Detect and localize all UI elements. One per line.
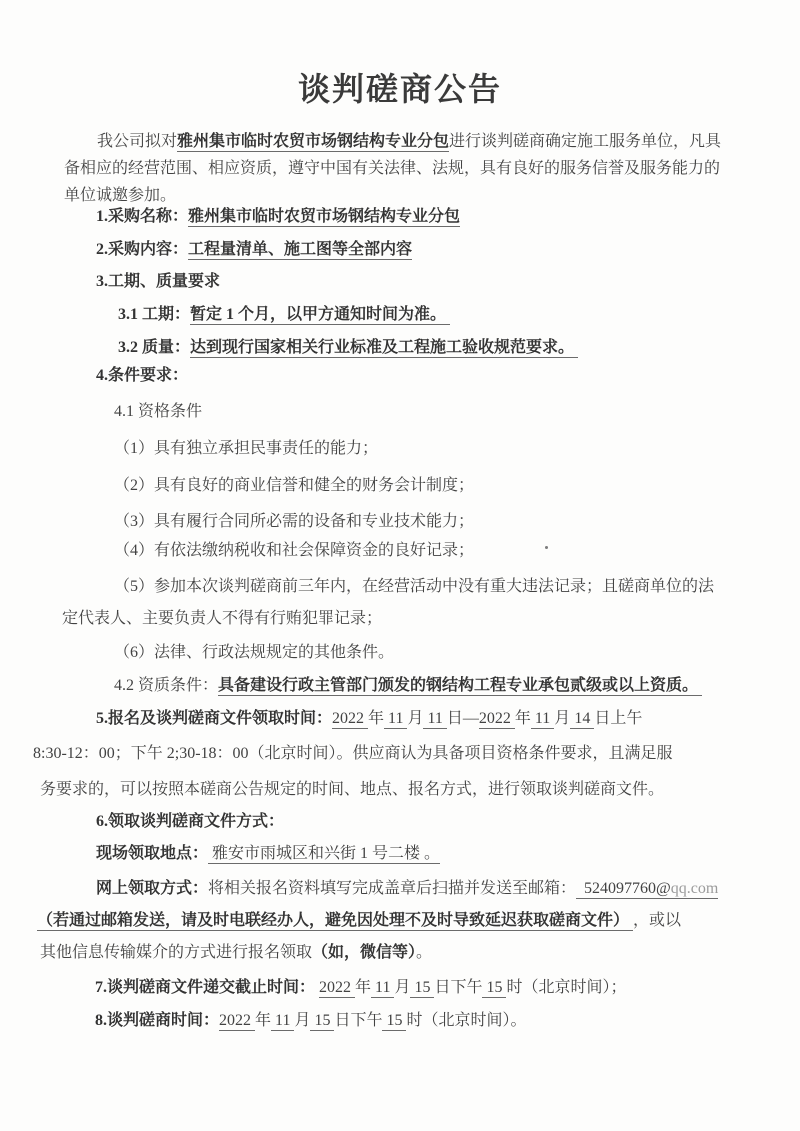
doc-line xyxy=(96,271,220,293)
text-segment: 6.领取谈判磋商文件方式： xyxy=(96,813,285,830)
doc-line xyxy=(114,475,474,497)
doc-line xyxy=(118,304,450,326)
text-segment: 雅州集市临时农贸市场钢结构专业分包 xyxy=(188,208,461,225)
text-segment: qq.com xyxy=(670,880,719,897)
text-segment: （6）法律、行政法规规定的其他条件。 xyxy=(114,644,395,661)
text-segment: 11 xyxy=(271,1012,295,1029)
text-segment: 3.工期、质量要求 xyxy=(96,273,221,290)
doc-line xyxy=(64,185,176,207)
text-segment: 3.2 质量： xyxy=(118,339,191,356)
doc-line xyxy=(33,743,673,765)
text-segment: 2.采购内容： xyxy=(96,241,189,258)
doc-line xyxy=(114,401,202,423)
text-segment: 时（北京时间）。 xyxy=(406,1012,527,1029)
doc-line xyxy=(96,811,284,833)
doc-line xyxy=(96,878,718,900)
text-segment: 4.1 资格条件 xyxy=(114,403,203,420)
text-segment: 年 xyxy=(368,710,385,727)
text-segment: （1）具有独立承担民事责任的能力； xyxy=(114,440,379,457)
text-segment: 日下午 xyxy=(434,979,483,996)
text-segment: 11 xyxy=(371,979,395,996)
text-segment: 单位诚邀参加。 xyxy=(64,187,177,204)
text-segment: 其他信息传输媒介的方式进行报名领取 xyxy=(40,944,313,961)
text-segment: ，或以 xyxy=(633,912,682,929)
text-segment: 5.报名及谈判磋商文件领取时间： xyxy=(96,710,333,727)
doc-line xyxy=(95,977,626,999)
text-segment: 月 xyxy=(294,1012,311,1029)
text-segment: 现场领取地点： xyxy=(96,845,209,862)
text-segment: 雅州集市临时农贸市场钢结构专业分包 xyxy=(177,133,450,150)
text-segment: 网上领取方式： xyxy=(96,880,209,897)
doc-line xyxy=(95,1010,526,1032)
doc-line xyxy=(114,540,474,562)
text-segment: 8:30-12：00；下午 2;30-18：00（北京时间）。供应商认为具备项目资格条件要求，且满足服 xyxy=(33,745,673,762)
scan-speck xyxy=(545,546,548,549)
text-segment: 年 xyxy=(355,979,372,996)
text-segment: 具备建设行政主管部门颁发的钢结构工程专业承包贰级或以上资质。 xyxy=(218,677,703,694)
text-segment: （4）有依法缴纳税收和社会保障资金的良好记录； xyxy=(114,542,475,559)
text-segment: （2）具有良好的商业信誉和健全的财务会计制度； xyxy=(114,477,475,494)
text-segment: （5）参加本次谈判磋商前三年内，在经营活动中没有重大违法记录；且磋商单位的法 xyxy=(114,578,715,595)
text-segment: 将相关报名资料填写完成盖章后扫描并发送至邮箱： xyxy=(208,880,577,897)
text-segment: 2022 xyxy=(332,710,369,727)
text-segment: 暂定 1 个月，以甲方通知时间为准。 xyxy=(190,306,451,323)
text-segment: 7.谈判磋商文件递交截止时间： xyxy=(95,979,316,996)
text-segment: 进行谈判磋商确定施工服务单位，凡具 xyxy=(449,133,722,150)
text-segment: （3）具有履行合同所必需的设备和专业技术能力； xyxy=(114,513,475,530)
text-segment: 15 xyxy=(310,1012,335,1029)
doc-line xyxy=(97,131,721,153)
text-segment: 11 xyxy=(423,710,447,727)
doc-line xyxy=(96,843,440,865)
text-segment: 备相应的经营范围、相应资质，遵守中国有关法律、法规，具有良好的服务信誉及服务能力的 xyxy=(64,160,721,177)
text-segment: 14 xyxy=(570,710,595,727)
doc-line xyxy=(40,942,432,964)
text-segment: 4.条件要求： xyxy=(96,367,189,384)
text-segment: 月 xyxy=(407,710,424,727)
text-segment: （如，微信等） xyxy=(312,944,417,961)
text-segment: 工程量清单、施工图等全部内容 xyxy=(188,241,413,258)
doc-line xyxy=(114,438,378,460)
text-segment: 我公司拟对 xyxy=(97,133,178,150)
text-segment: 2022 xyxy=(319,979,356,996)
text-segment: 日— xyxy=(446,710,479,727)
text-segment: 8.谈判磋商时间： xyxy=(95,1012,220,1029)
page-title: 谈判磋商公告 xyxy=(297,71,502,107)
text-segment: 1.采购名称： xyxy=(96,208,189,225)
text-segment: 雅安市雨城区和兴街 1 号二楼 。 xyxy=(208,845,441,862)
text-segment: 月 xyxy=(554,710,571,727)
text-segment: 日下午 xyxy=(334,1012,383,1029)
text-segment: 。 xyxy=(416,944,433,961)
text-segment: 时（北京时间）； xyxy=(506,979,627,996)
text-segment: 年 xyxy=(255,1012,272,1029)
text-segment: 年 xyxy=(514,710,531,727)
text-segment: 2022 xyxy=(219,1012,256,1029)
text-segment: （若通过邮箱发送，请及时电联经办人，避免因处理不及时导致延迟获取磋商文件） xyxy=(37,912,634,929)
text-segment: 11 xyxy=(384,710,408,727)
doc-line xyxy=(114,511,474,533)
doc-line xyxy=(118,337,578,359)
text-segment: 15 xyxy=(482,979,507,996)
text-segment: 达到现行国家相关行业标准及工程施工验收规范要求。 xyxy=(190,339,579,356)
text-segment: 15 xyxy=(410,979,435,996)
doc-line xyxy=(114,675,702,697)
text-segment: 3.1 工期： xyxy=(118,306,191,323)
text-segment: 524097760@ xyxy=(576,880,671,897)
doc-line xyxy=(37,910,681,932)
doc-line xyxy=(96,708,642,730)
doc-line xyxy=(96,239,412,261)
doc-line xyxy=(114,576,714,598)
text-segment: 4.2 资质条件： xyxy=(114,677,219,694)
doc-line xyxy=(40,779,664,801)
text-segment: 月 xyxy=(394,979,411,996)
text-segment: 日上午 xyxy=(594,710,643,727)
text-segment: 2022 xyxy=(478,710,515,727)
doc-line xyxy=(96,365,188,387)
text-segment: 务要求的，可以按照本磋商公告规定的时间、地点、报名方式，进行领取谈判磋商文件。 xyxy=(40,781,665,798)
text-segment: 15 xyxy=(382,1012,407,1029)
text-segment: 定代表人、主要负责人不得有行贿犯罪记录； xyxy=(62,610,383,627)
doc-line xyxy=(62,608,382,630)
doc-line xyxy=(96,206,460,228)
doc-line xyxy=(114,642,394,664)
doc-line xyxy=(64,158,720,180)
text-segment: 11 xyxy=(530,710,555,727)
